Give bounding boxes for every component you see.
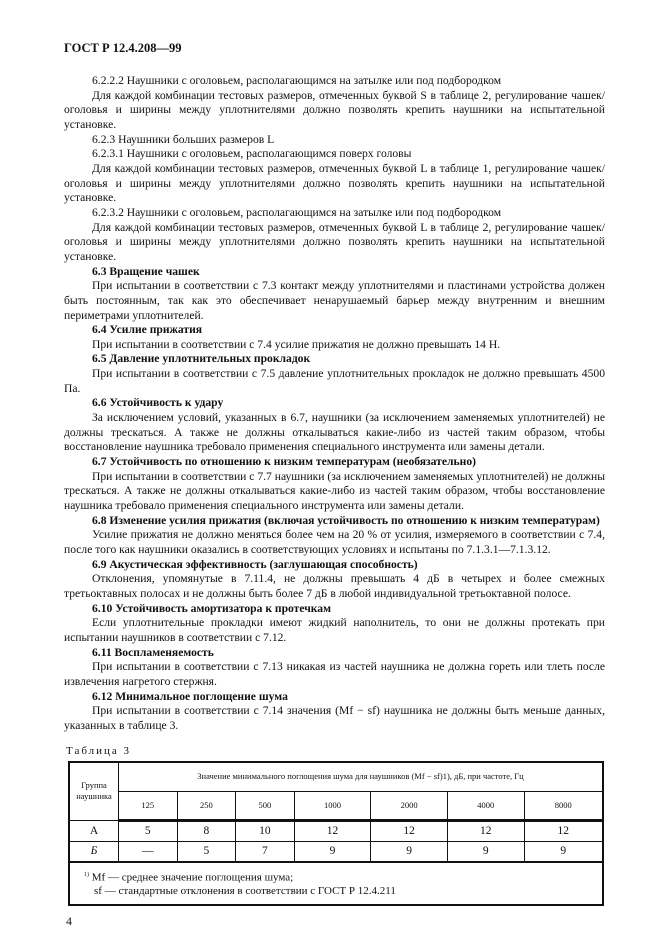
value-cell: 9 bbox=[447, 841, 524, 862]
document-header: ГОСТ Р 12.4.208—99 bbox=[64, 41, 182, 55]
section-heading: 6.3 Вращение чашек bbox=[92, 264, 200, 278]
paragraph: Для каждой комбинации тестовых размеров, отмеченных буквой L в таблице 1, регулирование чашек/оголовья и ширины между уплотнителями должно позволять крепить наушники на испытательной установке. bbox=[64, 161, 605, 205]
section-heading: 6.9 Акустическая эффективность (заглушающая способность) bbox=[92, 557, 418, 571]
section-heading: 6.7 Устойчивость по отношению к низким температурам (необязательно) bbox=[92, 455, 476, 469]
value-cell: 9 bbox=[294, 841, 371, 862]
frequency-header: 1000 bbox=[294, 791, 371, 820]
paragraph: Если уплотнительные прокладки имеют жидкий наполнитель, то они не должны протекать при испытании наушников в соответствии с 7.12. bbox=[64, 616, 605, 644]
section-heading: 6.12 Минимальное поглощение шума bbox=[92, 689, 288, 703]
value-cell: — bbox=[119, 841, 178, 862]
footnote-mark: 1) bbox=[84, 871, 89, 878]
table-caption: Таблица 3 bbox=[66, 744, 132, 757]
paragraph: 6.2.3.2 Наушники с оголовьем, располагающимся на затылке или под подбородком bbox=[92, 205, 502, 219]
frequency-header: 8000 bbox=[524, 791, 603, 820]
paragraph: 6.2.3 Наушники больших размеров L bbox=[92, 132, 275, 146]
value-cell: 9 bbox=[371, 841, 448, 862]
value-cell: 5 bbox=[177, 841, 236, 862]
frequency-header: 125 bbox=[119, 791, 178, 820]
paragraph: При испытании в соответствии с 7.7 наушники (за исключением заменяемых уплотнителей) не должны трескаться. А также не должны откалываться какие-либо из частей таким образом, чтобы восстановление наушника требовало применения специального инструмента или замены детали. bbox=[64, 469, 605, 513]
section-heading: 6.4 Усилие прижатия bbox=[92, 323, 203, 337]
value-cell: 10 bbox=[236, 820, 295, 841]
noise-attenuation-table bbox=[68, 761, 604, 907]
table-footnote bbox=[69, 862, 603, 906]
frequency-header: 4000 bbox=[447, 791, 524, 820]
group-cell: А bbox=[69, 820, 119, 841]
group-cell: Б bbox=[69, 841, 119, 862]
paragraph: При испытании в соответствии с 7.13 никакая из частей наушника не должна гореть или тлеть после извлечения нагретого стержня. bbox=[64, 660, 605, 688]
frequency-header: 2000 bbox=[371, 791, 448, 820]
section-heading: 6.11 Воспламеняемость bbox=[92, 645, 214, 659]
paragraph: За исключением условий, указанных в 6.7, наушники (за исключением заменяемых уплотнителей) не должны трескаться. А также не должны откалываться какие-либо из частей таким образом, чтобы восстановление наушника требовало применения специального инструмента или замены детали. bbox=[64, 411, 605, 454]
value-cell: 9 bbox=[524, 841, 603, 862]
section-heading: 6.10 Устойчивость амортизатора к протечкам bbox=[92, 601, 331, 615]
frequency-header: 250 bbox=[177, 791, 236, 820]
value-cell: 5 bbox=[119, 820, 178, 841]
table-row bbox=[69, 841, 603, 862]
value-cell: 12 bbox=[524, 820, 603, 841]
document-page bbox=[64, 40, 606, 928]
table-row bbox=[69, 820, 603, 841]
page-number: 4 bbox=[66, 914, 72, 929]
paragraph: Для каждой комбинации тестовых размеров, отмеченных буквой S в таблице 2, регулирование чашек/оголовья и ширины между уплотнителями должно позволять крепить наушники на испытательной установке. bbox=[64, 88, 605, 131]
paragraph: При испытании в соответствии с 7.4 усилие прижатия не должно превышать 14 Н. bbox=[92, 337, 501, 351]
value-cell: 12 bbox=[447, 820, 524, 841]
footnote-line: Mf — среднее значение поглощения шума; bbox=[91, 871, 294, 884]
value-cell: 12 bbox=[371, 820, 448, 841]
group-header: Группа наушника bbox=[69, 762, 119, 821]
frequency-header: 500 bbox=[236, 791, 295, 820]
section-heading: 6.8 Изменение усилия прижатия (включая устойчивость по отношению к низким температурам) bbox=[92, 513, 600, 527]
paragraph: Усилие прижатия не должно меняться более чем на 20 % от усилия, измеряемого в соответствии с 7.4, после того как наушники оказались в соответствующих условиях и испытаны по 7.1.3.1—7.1.3.12. bbox=[64, 528, 605, 556]
paragraph: При испытании в соответствии с 7.14 значения (Mf − sf) наушника не должны быть меньше данных, указанных в таблице 3. bbox=[64, 704, 605, 732]
paragraph: При испытании в соответствии с 7.3 контакт между уплотнителями и пластинами устройства должен быть постоянным, так как это обеспечивает ненарушаемый барьер между внутренним и внешним периметрами уплотнителей. bbox=[64, 279, 605, 322]
value-cell: 8 bbox=[177, 820, 236, 841]
section-heading: 6.5 Давление уплотнительных прокладок bbox=[92, 352, 311, 366]
footnote-line: sf — стандартные отклонения в соответствии с ГОСТ Р 12.4.211 bbox=[94, 885, 396, 898]
value-header: Значение минимального поглощения шума для наушников (Mf − sf)1), дБ, при частоте, Гц bbox=[119, 762, 604, 792]
paragraph: Для каждой комбинации тестовых размеров, отмеченных буквой L в таблице 2, регулирование чашек/оголовья и ширины между уплотнителями должно позволять крепить наушники на испытательной установке. bbox=[64, 220, 605, 263]
paragraph: Отклонения, упомянутые в 7.11.4, не должны превышать 4 дБ в четырех и более смежных третьоктавных полосах и не должны быть более 7 дБ в любой индивидуальной третьоктавной полосе. bbox=[64, 572, 605, 600]
value-cell: 12 bbox=[294, 820, 371, 841]
paragraph: 6.2.3.1 Наушники с оголовьем, располагающимся поверх головы bbox=[92, 147, 412, 161]
section-heading: 6.6 Устойчивость к удару bbox=[92, 396, 224, 410]
paragraph: При испытании в соответствии с 7.5 давление уплотнительных прокладок не должно превышать 4500 Па. bbox=[64, 367, 605, 395]
paragraph: 6.2.2.2 Наушники с оголовьем, располагающимся на затылке или под подбородком bbox=[92, 74, 502, 87]
value-cell: 7 bbox=[236, 841, 295, 862]
document-body bbox=[64, 74, 605, 734]
